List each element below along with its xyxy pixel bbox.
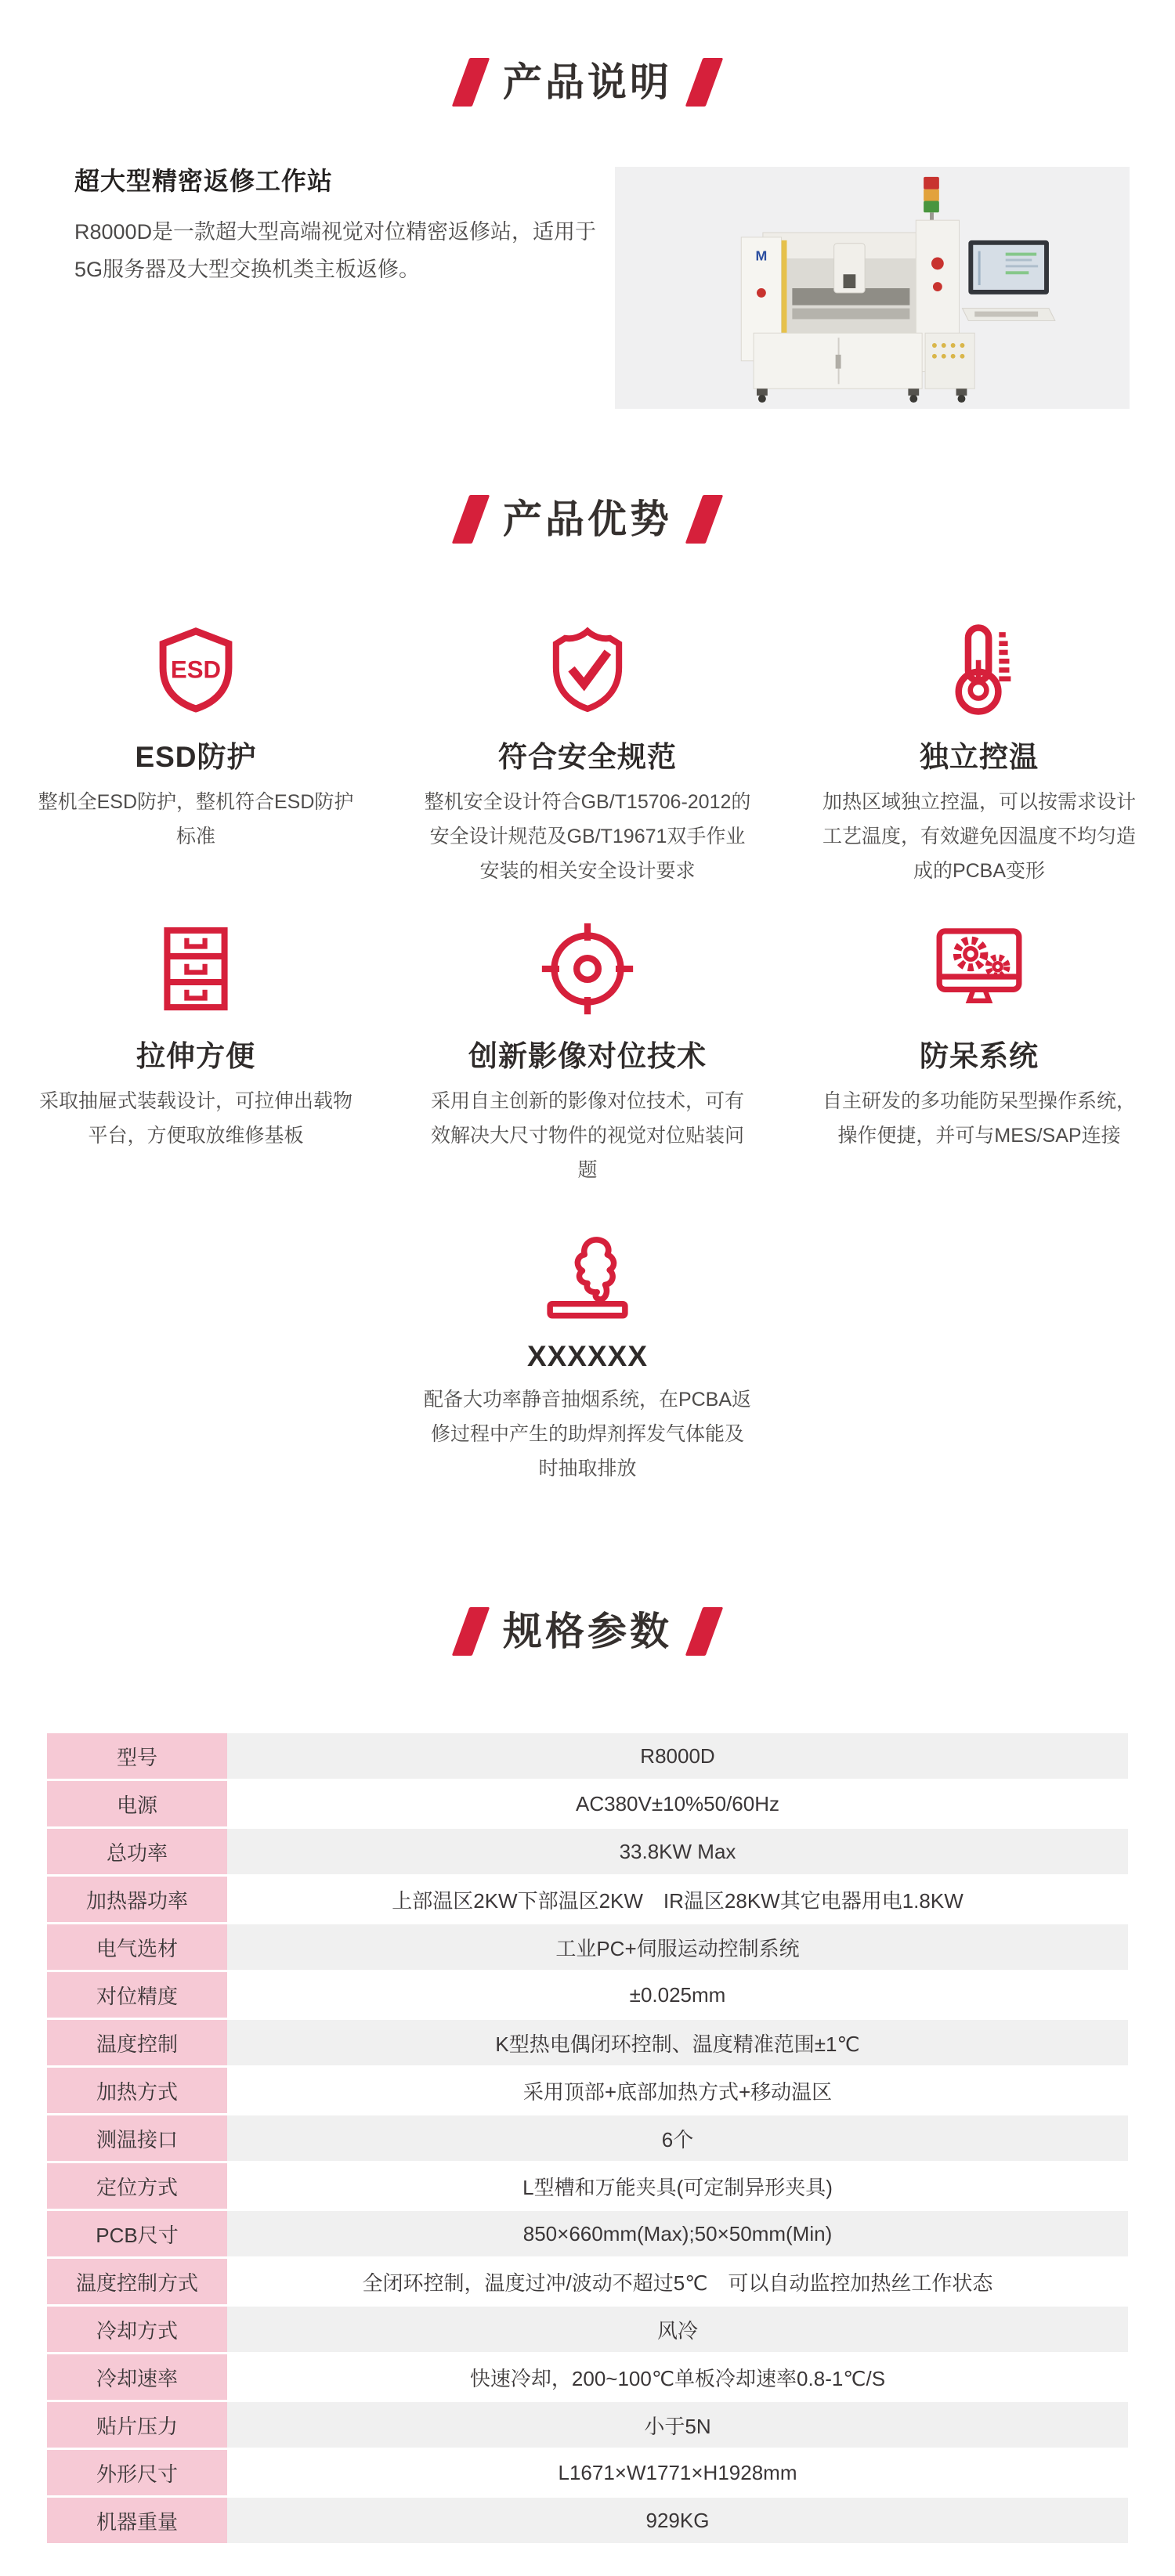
section-title: 规格参数 — [503, 1610, 672, 1653]
feature-desc: 采用自主创新的影像对位技术，可有效解决大尺寸物件的视觉对位贴装问题 — [430, 1090, 744, 1181]
spec-label: 对位精度 — [47, 1972, 227, 2018]
spec-label: 总功率 — [47, 1829, 227, 1874]
esd-shield-icon — [0, 619, 392, 721]
spec-label: 测温接口 — [47, 2115, 227, 2161]
table-row — [47, 2498, 1128, 2543]
spec-label: 冷却速率 — [47, 2354, 227, 2400]
svg-text:M: M — [755, 247, 767, 263]
spec-label: 冷却方式 — [47, 2307, 227, 2352]
table-row — [47, 1924, 1128, 1970]
spec-value: 929KG — [227, 2498, 1128, 2543]
spec-value: L1671×W1771×H1928mm — [227, 2450, 1128, 2495]
spec-table — [47, 1733, 1128, 2545]
feature-title: XXXXXX — [526, 1340, 649, 1372]
spec-value: L型槽和万能夹具(可定制异形夹具) — [227, 2163, 1128, 2209]
spec-value: 快速冷却，200~100℃单板冷却速率0.8-1℃/S — [227, 2354, 1128, 2400]
table-row — [47, 1877, 1128, 1922]
feature-card-temperature — [783, 619, 1175, 888]
spec-label: 温度控制方式 — [47, 2259, 227, 2304]
table-row — [47, 1733, 1128, 1779]
spec-value: R8000D — [227, 1733, 1128, 1779]
svg-text:ESD: ESD — [170, 656, 222, 684]
spec-label: 贴片压力 — [47, 2402, 227, 2448]
product-description-text: R8000D是一款超大型高端视觉对位精密返修站，适用于5G服务器及大型交换机类主板返修。 — [74, 220, 597, 281]
feature-card-safety — [392, 619, 783, 888]
table-row — [47, 2450, 1128, 2495]
spec-value: ±0.025mm — [227, 1972, 1128, 2018]
feature-title: 拉伸方便 — [136, 1040, 255, 1072]
feature-title: ESD防护 — [135, 741, 257, 773]
spec-label: 外形尺寸 — [47, 2450, 227, 2495]
table-row — [47, 2307, 1128, 2352]
red-slash-icon — [685, 58, 724, 107]
spec-label: 电气选材 — [47, 1924, 227, 1970]
spec-value: 风冷 — [227, 2307, 1128, 2352]
section-heading-specs — [0, 1607, 1175, 1656]
feature-card-foolproof — [783, 918, 1175, 1153]
spec-value: 工业PC+伺服运动控制系统 — [227, 1924, 1128, 1970]
feature-desc: 自主研发的多功能防呆型操作系统，操作便捷，并可与MES/SAP连接 — [822, 1090, 1136, 1147]
shield-check-icon — [392, 619, 783, 721]
table-row — [47, 2259, 1128, 2304]
feature-title: 防呆系统 — [920, 1040, 1039, 1072]
thermometer-icon — [783, 619, 1175, 721]
spec-value: 采用顶部+底部加热方式+移动温区 — [227, 2068, 1128, 2113]
spec-value: 6个 — [227, 2115, 1128, 2161]
spec-value: 上部温区2KW下部温区2KW IR温区28KW其它电器用电1.8KW — [227, 1877, 1128, 1922]
table-row — [47, 1829, 1128, 1874]
feature-desc: 整机全ESD防护，整机符合ESD防护标准 — [38, 791, 354, 847]
rework-station-illustration — [669, 172, 1076, 404]
spec-label: 加热方式 — [47, 2068, 227, 2113]
crosshair-icon — [392, 918, 783, 1020]
feature-desc: 配备大功率静音抽烟系统，在PCBA返修过程中产生的助焊剂挥发气体能及时抽取排放 — [423, 1389, 752, 1479]
feature-title: 独立控温 — [920, 741, 1039, 773]
table-row — [47, 2068, 1128, 2113]
feature-card-drawer — [0, 918, 392, 1153]
table-row — [47, 2402, 1128, 2448]
table-row — [47, 1972, 1128, 2018]
spec-value: 850×660mm(Max);50×50mm(Min) — [227, 2211, 1128, 2256]
feature-desc: 采取抽屉式装载设计，可拉伸出载物平台，方便取放维修基板 — [38, 1090, 352, 1147]
feature-desc: 整机安全设计符合GB/T15706-2012的安全设计规范及GB/T19671双手作业安装的相关安全设计要求 — [424, 791, 751, 882]
feature-title: 创新影像对位技术 — [468, 1040, 707, 1072]
red-slash-icon — [452, 1607, 490, 1656]
table-row — [47, 2163, 1128, 2209]
spec-value: 小于5N — [227, 2402, 1128, 2448]
spec-value: 33.8KW Max — [227, 1829, 1128, 1874]
red-slash-icon — [685, 495, 724, 544]
table-row — [47, 2115, 1128, 2161]
table-row — [47, 2354, 1128, 2400]
spec-label: 电源 — [47, 1781, 227, 1826]
table-row — [47, 2211, 1128, 2256]
red-slash-icon — [685, 1607, 724, 1656]
machine-photo — [615, 167, 1130, 409]
product-title: 超大型精密返修工作站 — [74, 167, 334, 195]
table-row — [47, 2020, 1128, 2065]
monitor-gears-icon — [783, 918, 1175, 1020]
spec-label: 加热器功率 — [47, 1877, 227, 1922]
smoke-icon — [392, 1226, 783, 1328]
table-row — [47, 1781, 1128, 1826]
feature-desc: 加热区域独立控温，可以按需求设计工艺温度，有效避免因温度不均匀造成的PCBA变形 — [822, 791, 1136, 882]
spec-label: 机器重量 — [47, 2498, 227, 2543]
spec-label: PCB尺寸 — [47, 2211, 227, 2256]
section-title: 产品说明 — [503, 60, 672, 104]
spec-value: K型热电偶闭环控制、温度精准范围±1℃ — [227, 2020, 1128, 2065]
feature-card-esd — [0, 619, 392, 854]
section-heading-advantages — [0, 495, 1175, 544]
spec-label: 定位方式 — [47, 2163, 227, 2209]
red-slash-icon — [452, 495, 490, 544]
feature-card-vision — [392, 918, 783, 1187]
spec-label: 型号 — [47, 1733, 227, 1779]
section-title: 产品优势 — [503, 497, 672, 541]
red-slash-icon — [452, 58, 490, 107]
section-heading-description — [0, 58, 1175, 107]
feature-title: 符合安全规范 — [498, 741, 677, 773]
feature-card-fume-extraction — [392, 1226, 783, 1486]
product-intro — [74, 161, 601, 288]
spec-value: AC380V±10%50/60Hz — [227, 1781, 1128, 1826]
spec-label: 温度控制 — [47, 2020, 227, 2065]
drawer-icon — [0, 918, 392, 1020]
spec-value: 全闭环控制，温度过冲/波动不超过5℃ 可以自动监控加热丝工作状态 — [227, 2259, 1128, 2304]
